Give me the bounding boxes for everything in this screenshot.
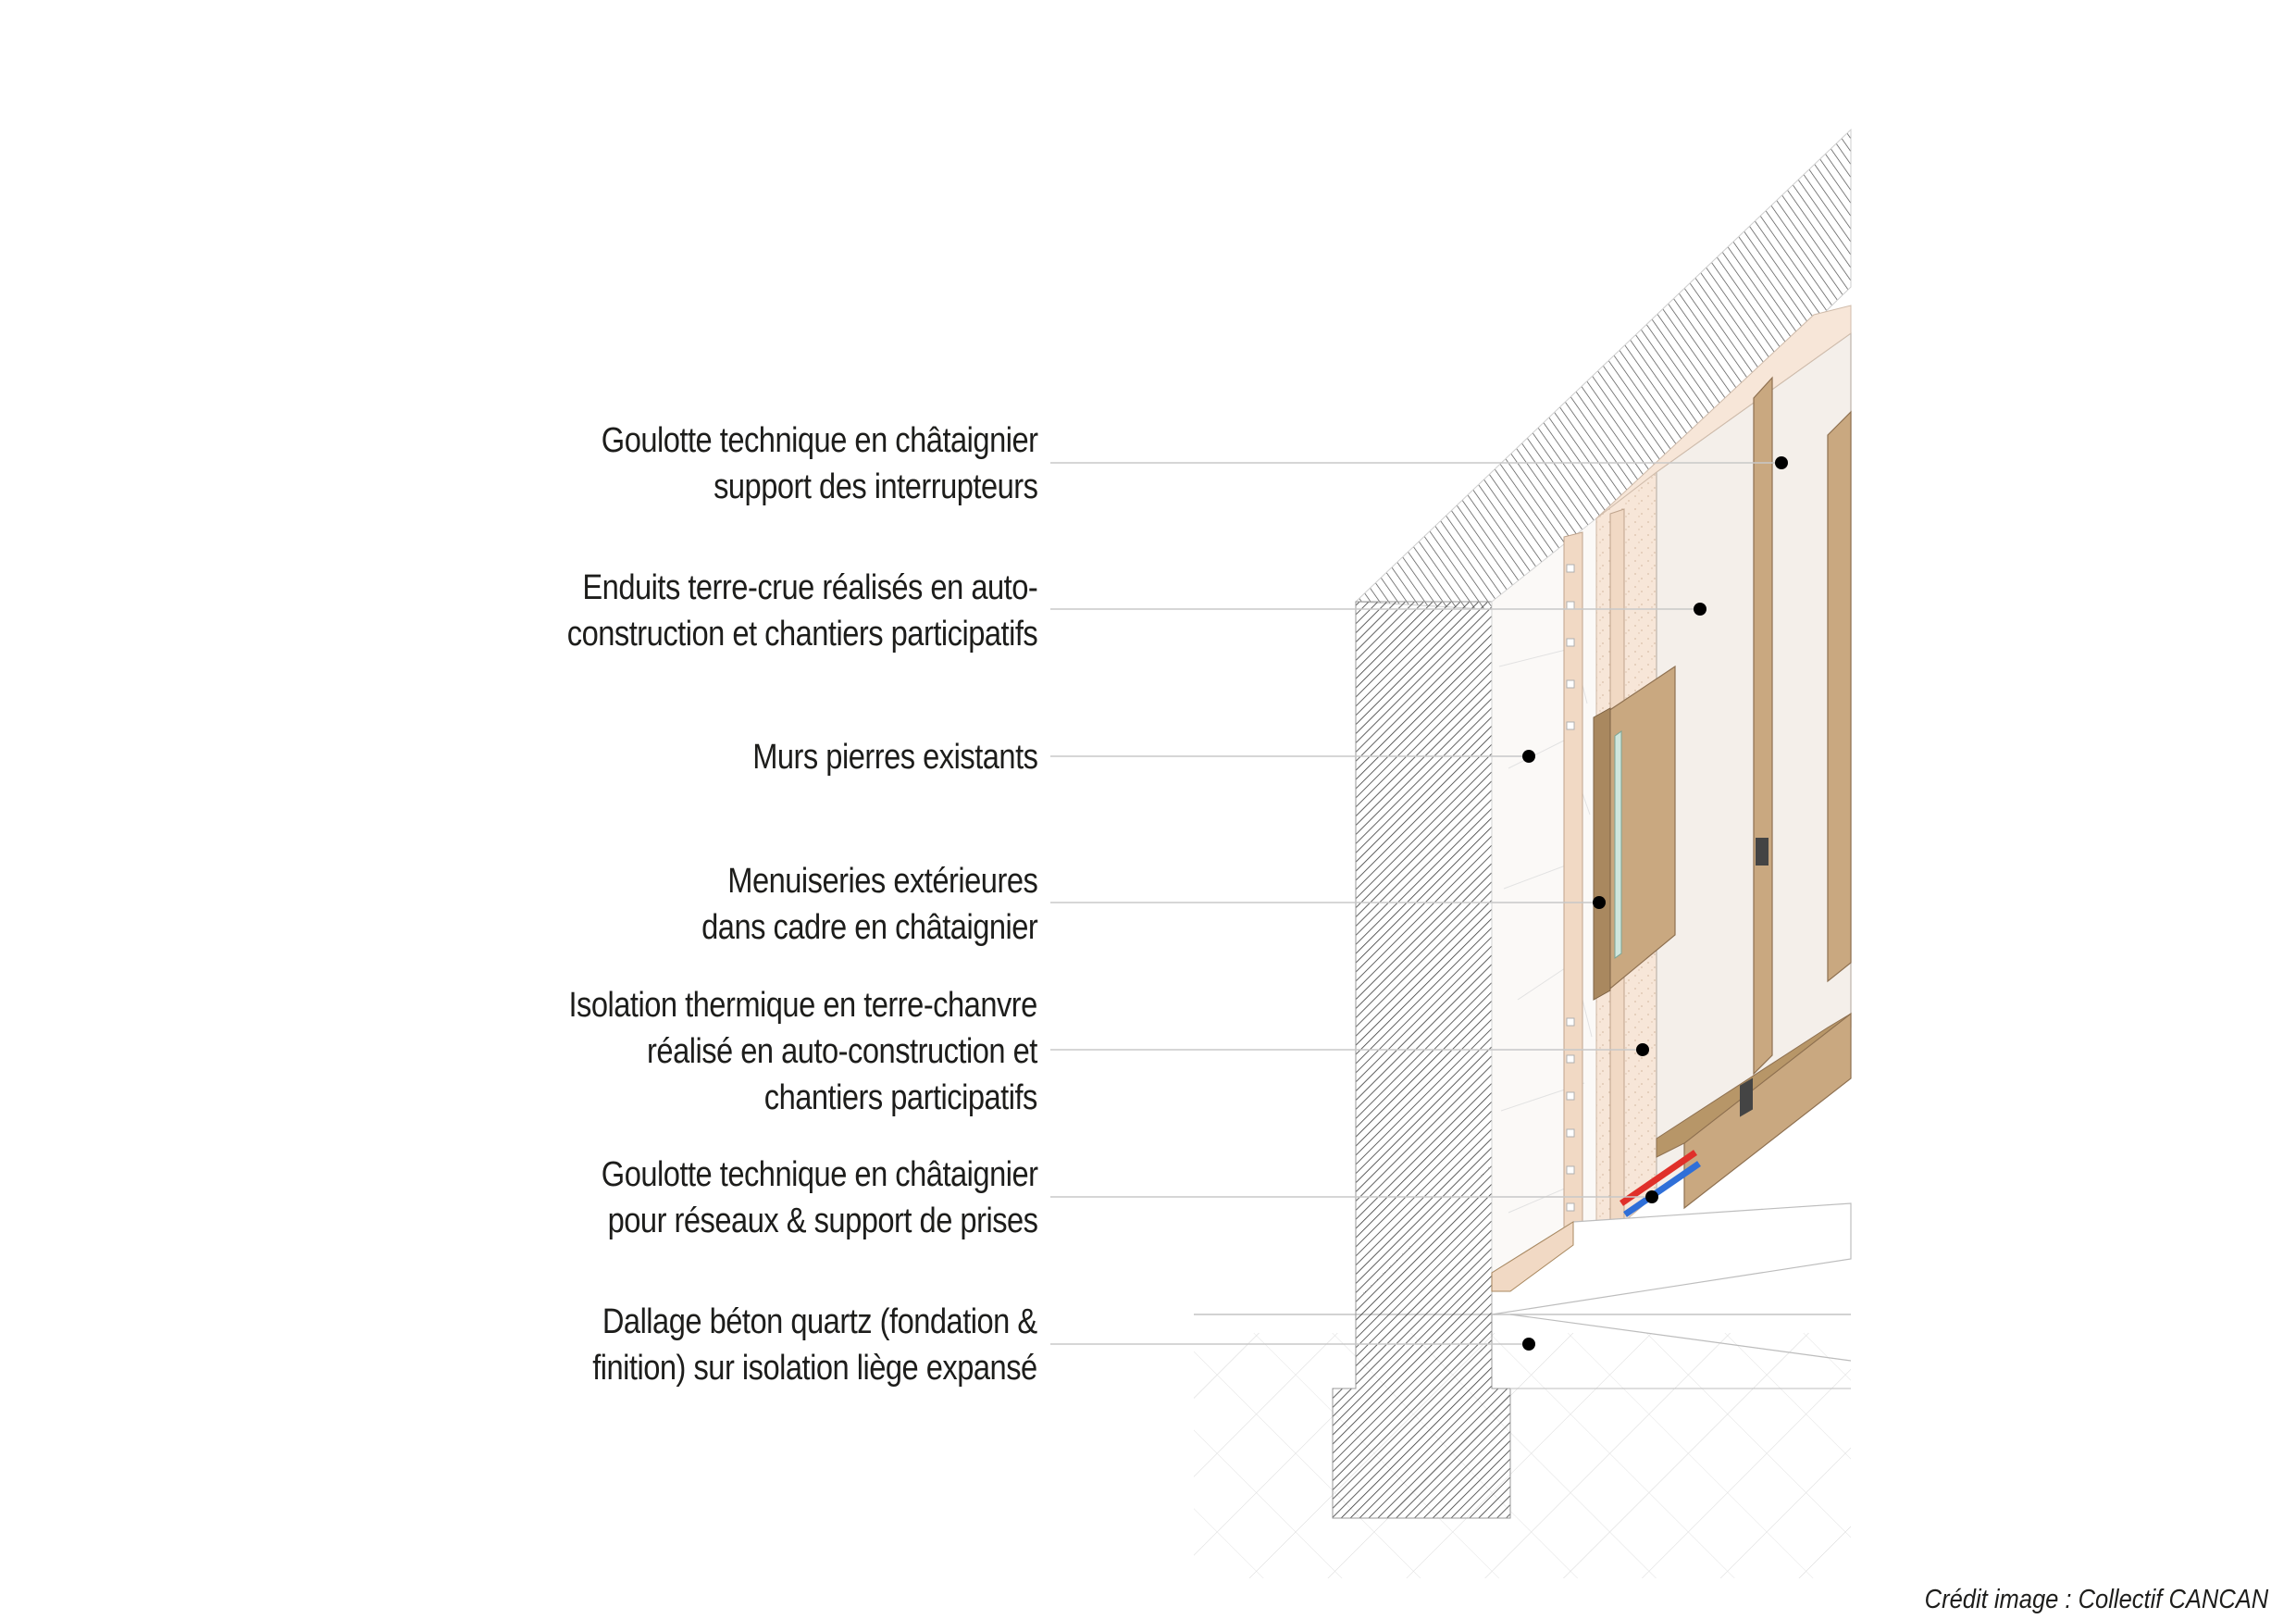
label-dallage: Dallage béton quartz (fondation & finition) sur isolation liège expansé [592, 1302, 1037, 1388]
ground-soil [1194, 1314, 1851, 1578]
dot-isolation [1636, 1043, 1649, 1056]
label-goulotte-prises: Goulotte technique en châtaignier pour réseaux & support de prises [601, 1155, 1037, 1240]
window-frame-right [1828, 412, 1851, 981]
dot-dallage [1522, 1338, 1535, 1351]
label-goulotte-interrupteurs: Goulotte technique en châtaignier support des interrupteurs [601, 421, 1037, 506]
label-isolation: Isolation thermique en terre-chanvre réalisé en auto-construction et chantiers participatifs [568, 986, 1037, 1117]
chestnut-switch-duct [1754, 378, 1772, 1074]
stone-wall-section [1333, 602, 1510, 1518]
dot-menuiseries [1593, 896, 1606, 909]
dot-murs-pierres [1522, 750, 1535, 763]
dot-goulotte-prises [1645, 1190, 1658, 1203]
window-reveal [1594, 708, 1610, 1000]
window-glazing [1615, 731, 1621, 958]
label-murs-pierres: Murs pierres existants [751, 738, 1037, 777]
label-menuiseries: Menuiseries extérieures dans cadre en châtaignier [701, 862, 1037, 947]
switch-box [1756, 838, 1769, 866]
image-credit: Crédit image : Collectif CANCAN [1924, 1585, 2268, 1614]
dot-enduits [1694, 603, 1706, 616]
dot-goulotte-interrupteurs [1775, 456, 1788, 469]
label-enduits-terre-crue: Enduits terre-crue réalisés en auto- construction et chantiers participatifs [566, 568, 1037, 654]
